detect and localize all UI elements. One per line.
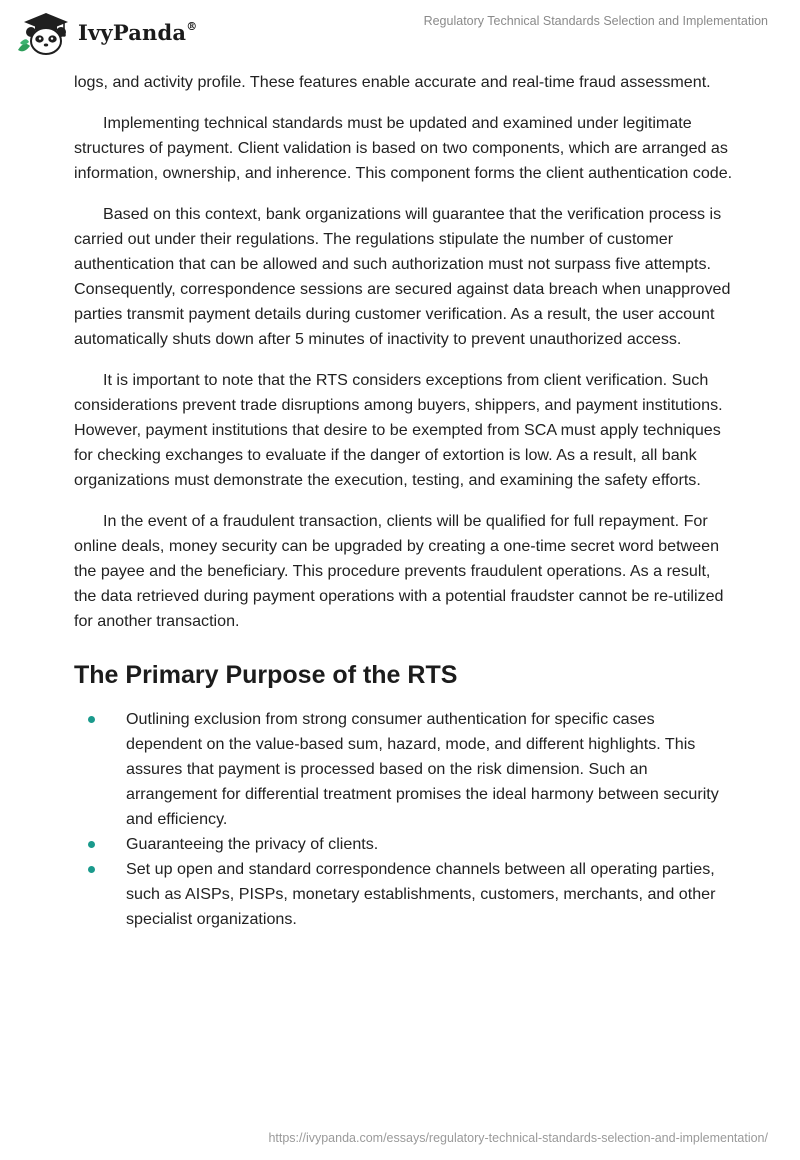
list-item-text: Outlining exclusion from strong consumer authentication for specific cases dependent on the value-based sum, hazard, mode, and different highlights. This assures that payment is processed based on the risk dimension. Such an arrangement for differential treatment promises the ideal harmony between security and efficiency. — [126, 710, 719, 828]
paragraph: Based on this context, bank organizations will guarantee that the verification process is carried out under their regulations. The regulations stipulate the number of customer authentication that can be allowed and such authorization must not surpass five attempts. Consequently, correspondence sessions are secured against data breach when unapproved parties transmit payment details during customer verification. As a result, the user account automatically shuts down after 5 minutes of inactivity to prevent unauthorized access. — [74, 205, 731, 348]
source-url[interactable]: https://ivypanda.com/essays/regulatory-technical-standards-selection-and-implementation/ — [268, 1131, 768, 1145]
bullet-icon — [88, 866, 95, 873]
page-header — [0, 0, 800, 62]
bullet-icon — [88, 716, 95, 723]
paragraph: Implementing technical standards must be updated and examined under legitimate structures of payment. Client validation is based on two components, which are arranged as information, ownership, and inherence. This component forms the client authentication code. — [74, 114, 733, 182]
list-item — [74, 707, 734, 832]
list-item-text: Set up open and standard correspondence channels between all operating parties, such as AISPs, PISPs, monetary establishments, customers, merchants, and other specialist organizations. — [126, 860, 716, 928]
essay-body — [74, 70, 734, 932]
purpose-list — [74, 707, 734, 932]
section-heading: The Primary Purpose of the RTS — [74, 661, 458, 689]
paragraph: It is important to note that the RTS considers exceptions from client verification. Such considerations prevent trade disruptions among buyers, shippers, and payment institutions. However, payment institutions that desire to be exempted from SCA must apply techniques for checking exchanges to evaluate if the danger of extortion is low. As a result, all bank organizations must demonstrate the execution, testing, and examining the safety efforts. — [74, 371, 723, 489]
document-title: Regulatory Technical Standards Selection and Implementation — [423, 14, 768, 28]
paragraph-continuation: logs, and activity profile. These features enable accurate and real-time fraud assessment. — [74, 73, 711, 91]
ivypanda-logo[interactable] — [16, 10, 206, 56]
paragraph: In the event of a fraudulent transaction, clients will be qualified for full repayment. For online deals, money security can be upgraded by creating a one-time secret word between the payee and the beneficiary. This procedure prevents fraudulent operations. As a result, the data retrieved during payment operations with a potential fraudster cannot be re-utilized for another transaction. — [74, 512, 724, 630]
list-item — [74, 832, 734, 857]
list-item — [74, 857, 734, 932]
bullet-icon — [88, 841, 95, 848]
logo-text: IvyPanda® — [78, 20, 198, 45]
panda-graduate-icon — [16, 10, 78, 56]
list-item-text: Guaranteeing the privacy of clients. — [126, 835, 379, 853]
